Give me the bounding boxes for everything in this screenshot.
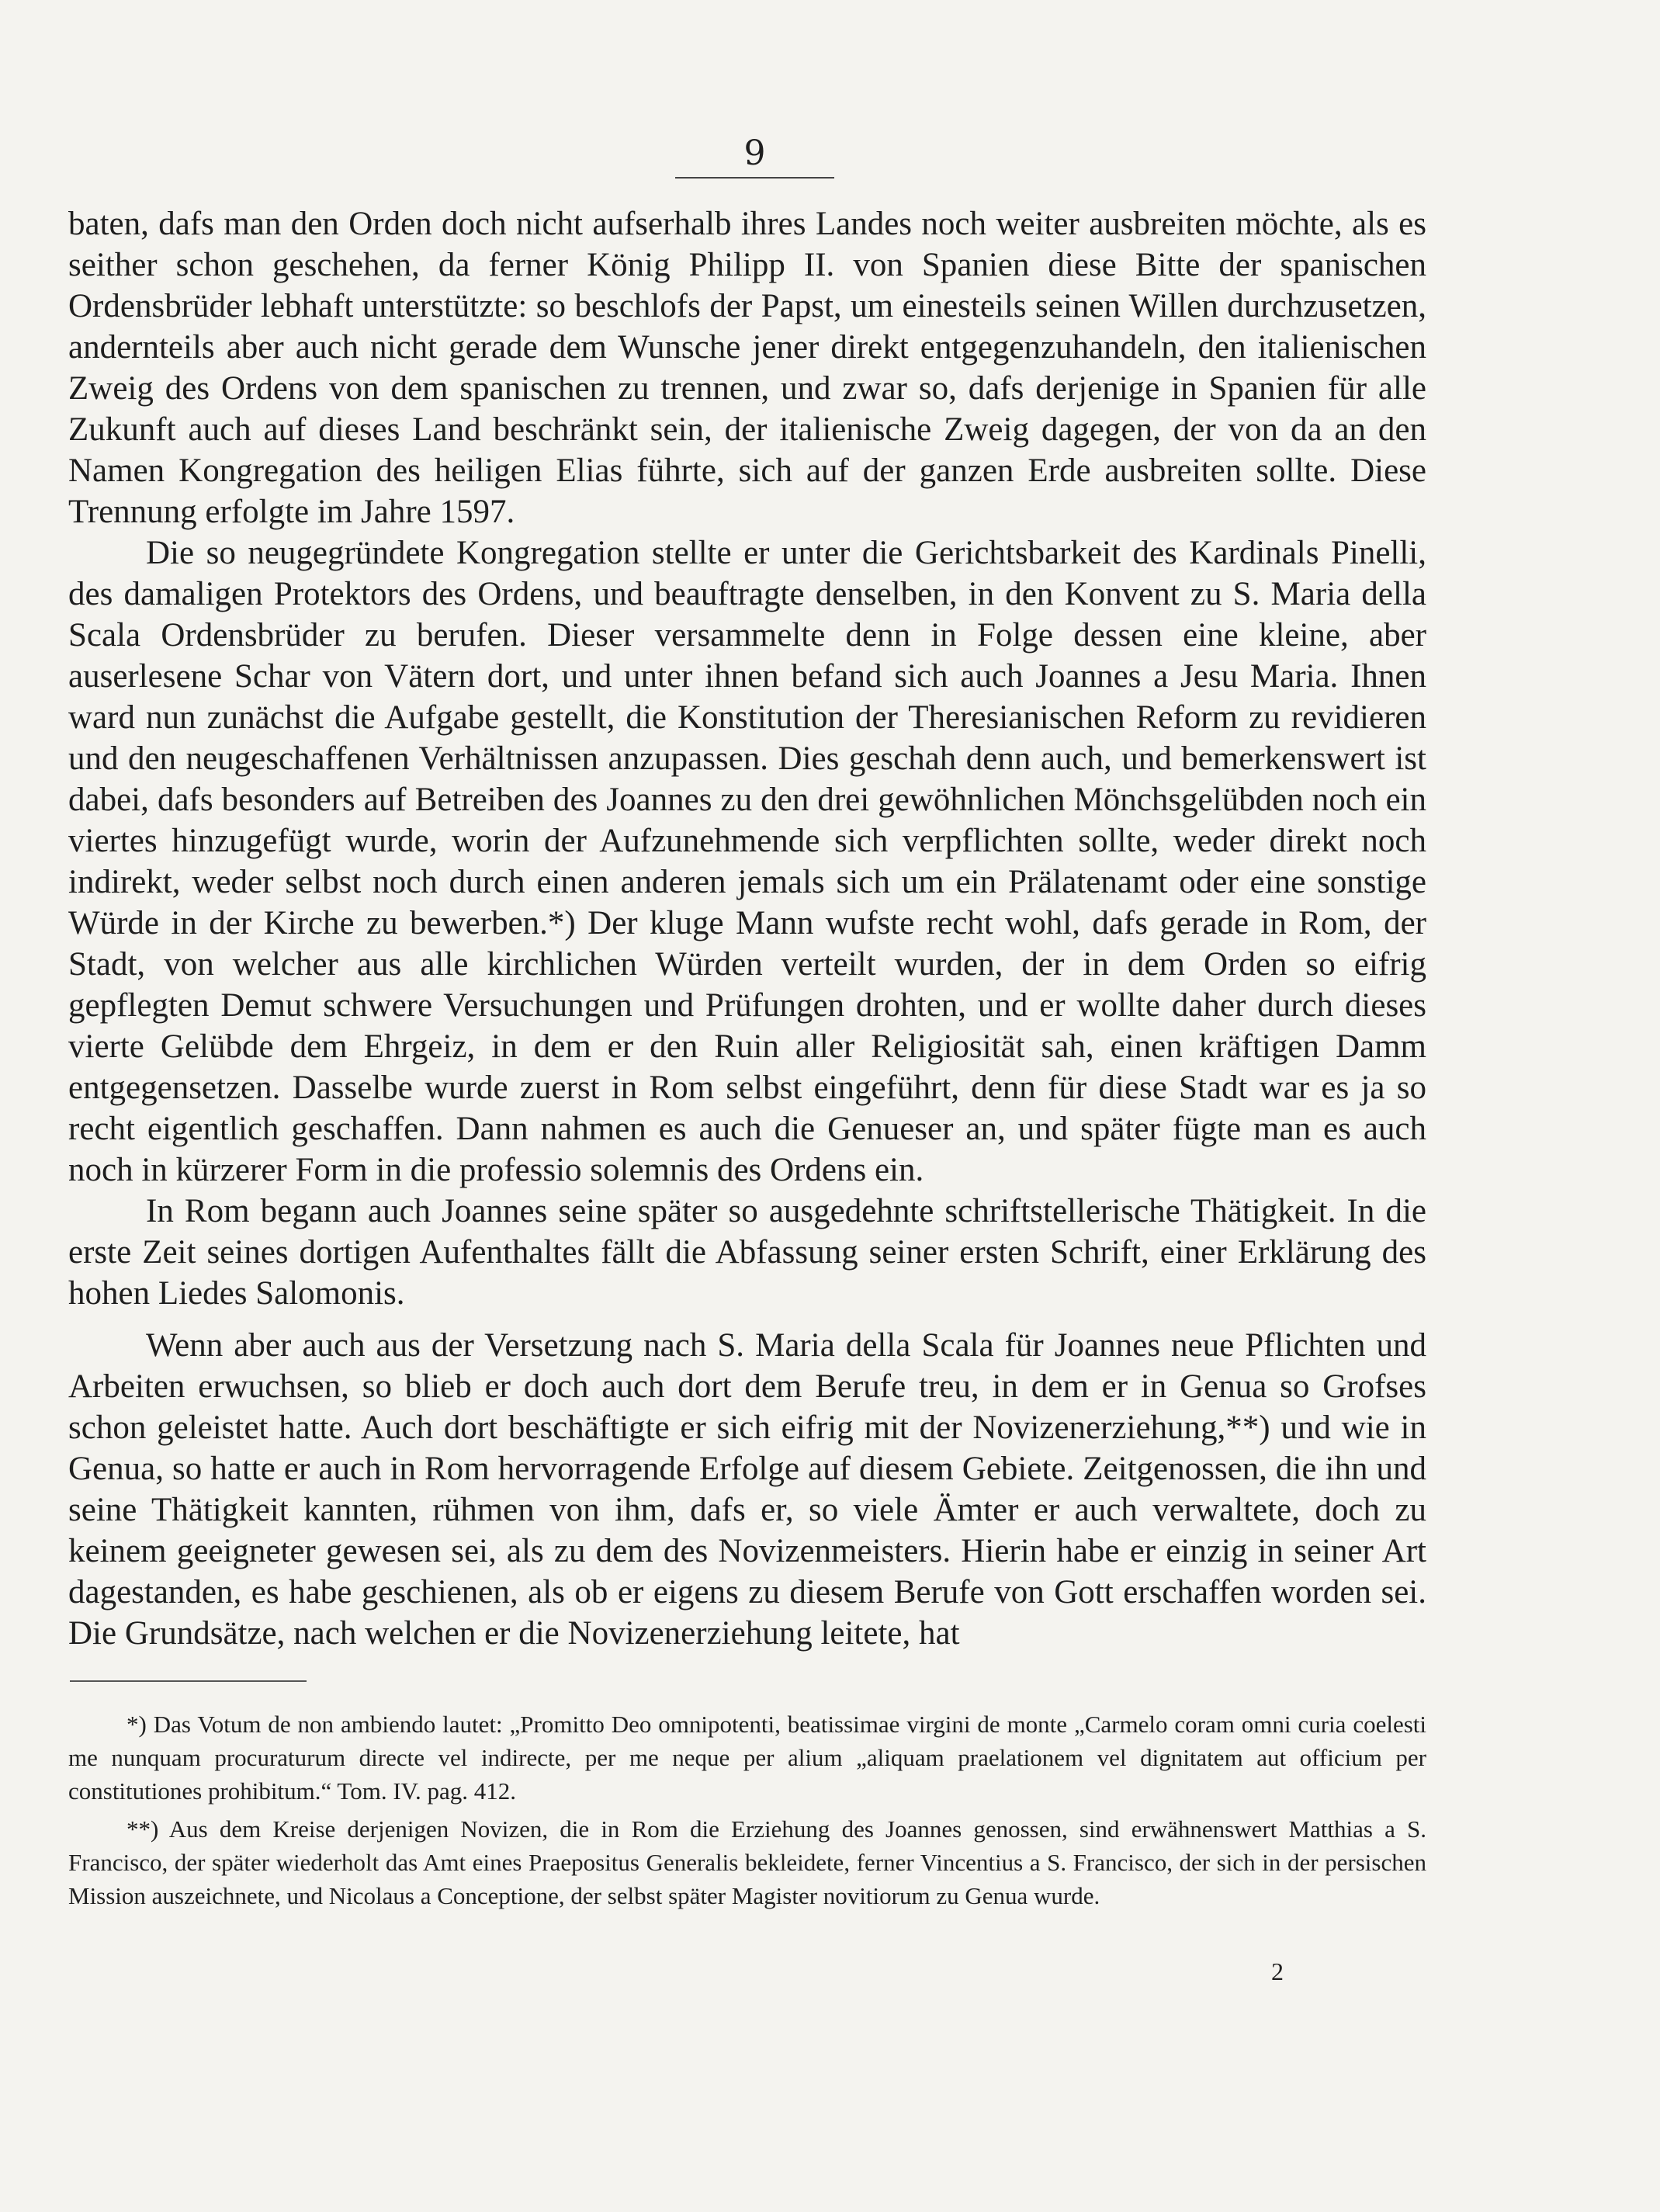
paragraph-4: Wenn aber auch aus der Versetzung nach S. Maria della Scala für Joannes neue Pflichten und Arbeiten erwuchsen, so blieb er doch auch dort dem Berufe treu, in dem er in Genua so Grofses schon geleistet hatte. Auch dort beschäftigte er sich eifrig mit der Novizenerziehung,**) und wie in Genua, so hatte er auch in Rom hervorragende Erfolge auf diesem Gebiete. Zeitgenossen, die ihn und seine Thätigkeit kannten, rühmen von ihm, dafs er, so viele Ämter er auch verwaltete, doch zu keinem geeigneter gewesen sei, als zu dem des Novizenmeisters. Hierin habe er einzig in seiner Art dagestanden, es habe geschienen, als ob er eigens zu diesem Berufe von Gott erschaffen worden sei. Die Grundsätze, nach welchen er die Novizenerziehung leitete, hat [68,1327,1426,1652]
paragraph-3: In Rom begann auch Joannes seine später so ausgedehnte schriftstellerische Thätigkeit. In die erste Zeit seines dortigen Aufenthaltes fällt die Abfassung seiner ersten Schrift, einer Erklärung des hohen Liedes Salomonis. [68,1193,1426,1312]
paragraph-1: baten, dafs man den Orden doch nicht aufserhalb ihres Landes noch weiter ausbreiten möchte, als es seither schon geschehen, da ferner König Philipp II. von Spanien diese Bitte der spanischen Ordensbrüder lebhaft unterstützte: so beschlofs der Papst, um einesteils seinen Willen durchzusetzen, andernteils aber auch nicht gerade dem Wunsche jener direkt entgegenzuhandeln, den italienischen Zweig des Ordens von dem spanischen zu trennen, und zwar so, dafs derjenige in Spanien für alle Zukunft auch auf dieses Land beschränkt sein, der italienische Zweig dagegen, der von da an den Namen Kongregation des heiligen Elias führte, sich auf der ganzen Erde ausbreiten sollte. Diese Trennung erfolgte im Jahre 1597. [68,206,1426,530]
page-number: 9 [675,132,834,179]
sheet-signature-mark: 2 [1271,1957,1284,1985]
footnote-divider [70,1680,307,1682]
footnotes [68,1708,1426,1912]
footnote-1: *) Das Votum de non ambiendo lautet: „Promitto Deo omnipotenti, beatissimae virgini de monte „Carmelo coram omni curia coelesti me nunquam procuraturum directe vel indirecte, per me neque per alium „aliquam praelationem vel dignitatem aut officium per constitutiones prohibitum.“ Tom. IV. pag. 412. [68,1711,1426,1805]
footnote-2: **) Aus dem Kreise derjenigen Novizen, die in Rom die Erziehung des Joannes genossen, sind erwähnenswert Matthias a S. Francisco, der später wiederholt das Amt eines Praepositus Generalis bekleidete, ferner Vincentius a S. Francisco, der sich in der persischen Mission auszeichnete, und Nicolaus a Conceptione, der selbst später Magister novitiorum zu Genua wurde. [68,1815,1426,1909]
paragraph-2: Die so neugegründete Kongregation stellte er unter die Gerichtsbarkeit des Kardinals Pinelli, des damaligen Protektors des Ordens, und beauftragte denselben, in den Konvent zu S. Maria della Scala Ordensbrüder zu berufen. Dieser versammelte denn in Folge dessen eine kleine, aber auserlesene Schar von Vätern dort, und unter ihnen befand sich auch Joannes a Jesu Maria. Ihnen ward nun zunächst die Aufgabe gestellt, die Konstitution der Theresianischen Reform zu revidieren und den neugeschaffenen Verhältnissen anzupassen. Dies geschah denn auch, und bemerkenswert ist dabei, dafs besonders auf Betreiben des Joannes zu den drei gewöhnlichen Mönchsgelübden noch ein viertes hinzugefügt wurde, worin der Aufzunehmende sich verpflichten sollte, weder direkt noch indirekt, weder selbst noch durch einen anderen jemals sich um ein Prälatenamt oder eine sonstige Würde in der Kirche zu bewerben.*) Der kluge Mann wufste recht wohl, dafs gerade in Rom, der Stadt, von welcher aus alle kirchlichen Würden verteilt wurden, der in dem Orden so eifrig gepflegten Demut schwere Versuchungen und Prüfungen drohten, und er wollte daher durch dieses vierte Gelübde dem Ehrgeiz, in dem er den Ruin aller Religiosität sah, einen kräftigen Damm entgegensetzen. Dasselbe wurde zuerst in Rom selbst eingeführt, denn für diese Stadt war es ja so recht eigentlich geschaffen. Dann nahmen es auch die Genueser an, und später fügte man es auch noch in kürzerer Form in die professio solemnis des Ordens ein. [68,535,1426,1188]
body-text [68,203,1426,1654]
